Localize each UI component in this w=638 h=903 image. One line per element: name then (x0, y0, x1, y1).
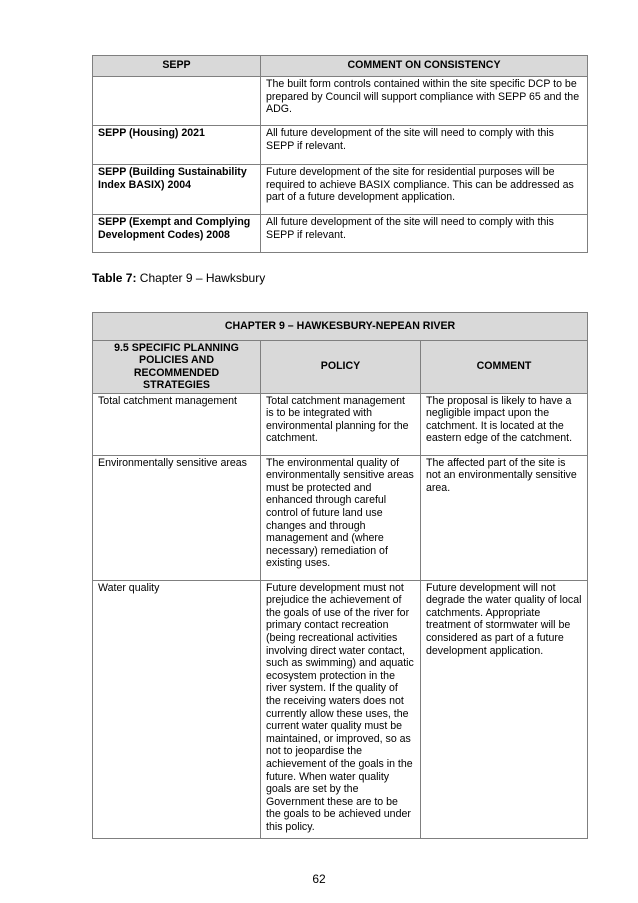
table-row (93, 77, 588, 126)
table-caption (92, 271, 265, 285)
table-row (93, 455, 588, 580)
comment-cell: The built form controls contained within the site specific DCP to be prepared by Council will support compliance with SEPP 65 and the ADG. (261, 77, 588, 126)
column-header-policy: POLICY (261, 341, 421, 394)
comment-cell: The proposal is likely to have a negligible impact upon the catchment. It is located at the eastern edge of the catchment. (421, 393, 588, 455)
page-number: 62 (312, 872, 326, 886)
table-row (93, 393, 588, 455)
policy-cell: The environmental quality of environmentally sensitive areas must be protected and enhanced through careful control of future land use changes and through management and (where necessary) remediation of existing uses. (261, 455, 421, 580)
comment-cell: All future development of the site will need to comply with this SEPP if relevant. (261, 126, 588, 165)
hawkesbury-nepean-table (92, 312, 588, 839)
sepp-cell (93, 77, 261, 126)
caption-text: Chapter 9 – Hawksbury (136, 271, 266, 285)
comment-cell: All future development of the site will need to comply with this SEPP if relevant. (261, 215, 588, 253)
column-header-comment: COMMENT ON CONSISTENCY (261, 56, 588, 77)
comment-cell: Future development of the site for residential purposes will be required to achieve BASIX compliance. This can be addressed as part of a future development application. (261, 165, 588, 215)
table-row (93, 215, 588, 253)
column-header-sepp: SEPP (93, 56, 261, 77)
comment-cell: Future development will not degrade the water quality of local catchments. Appropriate treatment of stormwater will be considered as part of a future development application. (421, 580, 588, 838)
strategy-cell: Environmentally sensitive areas (93, 455, 261, 580)
strategy-cell: Total catchment management (93, 393, 261, 455)
caption-label: Table 7: (92, 271, 137, 285)
comment-cell: The affected part of the site is not an environmentally sensitive area. (421, 455, 588, 580)
strategy-cell: Water quality (93, 580, 261, 838)
table-row (93, 165, 588, 215)
table-title: CHAPTER 9 – HAWKESBURY-NEPEAN RIVER (93, 313, 588, 341)
table-row (93, 126, 588, 165)
column-header-comment: COMMENT (421, 341, 588, 394)
column-header-strategies: 9.5 SPECIFIC PLANNING POLICIES AND RECOMMENDED STRATEGIES (93, 341, 261, 394)
sepp-cell: SEPP (Building Sustainability Index BASIX) 2004 (93, 165, 261, 215)
sepp-cell: SEPP (Exempt and Complying Development Codes) 2008 (93, 215, 261, 253)
table-row (93, 580, 588, 838)
sepp-cell: SEPP (Housing) 2021 (93, 126, 261, 165)
policy-cell: Future development must not prejudice the achievement of the goals of use of the river for primary contact recreation (being recreational activities involving direct water contact, such as swimming) and aquatic ecosystem protection in the river system. If the quality of the receiving waters does not currently allow these uses, the current water quality must be maintained, or improved, so as not to jeopardise the achievement of the goals in the future. When water quality goals are set by the Government these are to be the goals to be achieved under this policy. (261, 580, 421, 838)
policy-cell: Total catchment management is to be integrated with environmental planning for the catchment. (261, 393, 421, 455)
sepp-consistency-table (92, 55, 588, 253)
